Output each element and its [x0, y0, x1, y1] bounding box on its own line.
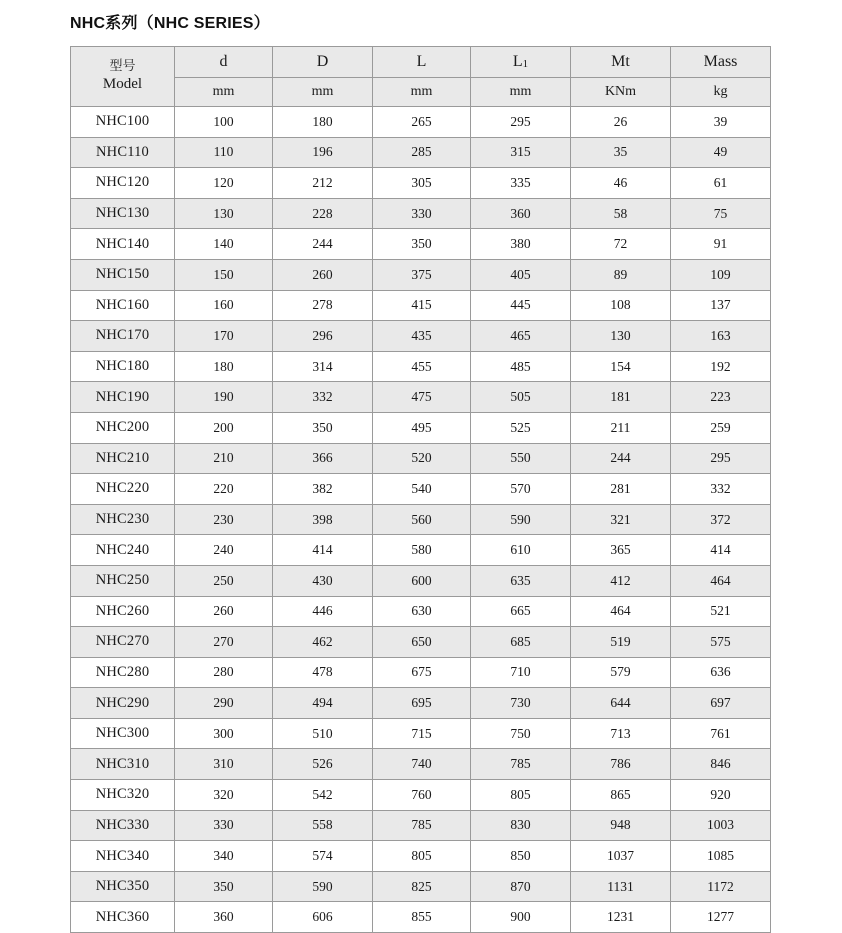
cell-d: 150	[175, 259, 273, 290]
column-unit-D: mm	[273, 78, 373, 107]
cell-Mass: 846	[671, 749, 771, 780]
cell-L: 695	[373, 688, 471, 719]
table-row	[71, 137, 771, 168]
cell-d: 360	[175, 902, 273, 933]
cell-L: 715	[373, 718, 471, 749]
table-row	[71, 168, 771, 199]
cell-D: 196	[273, 137, 373, 168]
cell-model: NHC320	[71, 780, 175, 811]
column-unit-Mass: kg	[671, 78, 771, 107]
cell-L: 495	[373, 412, 471, 443]
specification-table	[70, 46, 771, 933]
cell-L1: 805	[471, 780, 571, 811]
cell-model: NHC220	[71, 474, 175, 505]
cell-L: 415	[373, 290, 471, 321]
cell-L: 265	[373, 107, 471, 138]
cell-D: 430	[273, 565, 373, 596]
table-row	[71, 259, 771, 290]
cell-L1: 870	[471, 871, 571, 902]
table-row	[71, 657, 771, 688]
cell-L1: 665	[471, 596, 571, 627]
cell-D: 228	[273, 198, 373, 229]
cell-model: NHC300	[71, 718, 175, 749]
cell-Mass: 575	[671, 627, 771, 658]
cell-Mass: 521	[671, 596, 771, 627]
cell-model: NHC360	[71, 902, 175, 933]
cell-model: NHC170	[71, 321, 175, 352]
cell-Mt: 46	[571, 168, 671, 199]
column-header-symbol-L: L	[373, 47, 471, 78]
column-unit-L1: mm	[471, 78, 571, 107]
cell-Mt: 244	[571, 443, 671, 474]
cell-L1: 570	[471, 474, 571, 505]
cell-d: 330	[175, 810, 273, 841]
cell-d: 130	[175, 198, 273, 229]
cell-D: 494	[273, 688, 373, 719]
cell-model: NHC290	[71, 688, 175, 719]
cell-model: NHC140	[71, 229, 175, 260]
cell-model: NHC330	[71, 810, 175, 841]
cell-L: 740	[373, 749, 471, 780]
cell-D: 574	[273, 841, 373, 872]
column-header-model	[71, 47, 175, 107]
cell-Mass: 39	[671, 107, 771, 138]
column-unit-L: mm	[373, 78, 471, 107]
table-row	[71, 718, 771, 749]
cell-D: 606	[273, 902, 373, 933]
cell-D: 314	[273, 351, 373, 382]
table-row	[71, 198, 771, 229]
cell-Mass: 636	[671, 657, 771, 688]
cell-Mass: 372	[671, 504, 771, 535]
cell-Mt: 181	[571, 382, 671, 413]
cell-Mt: 89	[571, 259, 671, 290]
cell-d: 100	[175, 107, 273, 138]
cell-d: 180	[175, 351, 273, 382]
cell-L1: 830	[471, 810, 571, 841]
cell-L: 520	[373, 443, 471, 474]
cell-d: 190	[175, 382, 273, 413]
cell-L1: 405	[471, 259, 571, 290]
cell-D: 382	[273, 474, 373, 505]
cell-L1: 295	[471, 107, 571, 138]
table-row	[71, 627, 771, 658]
cell-Mt: 281	[571, 474, 671, 505]
cell-D: 526	[273, 749, 373, 780]
cell-Mt: 154	[571, 351, 671, 382]
column-header-symbol-L1: L1	[471, 47, 571, 78]
cell-L: 560	[373, 504, 471, 535]
cell-D: 478	[273, 657, 373, 688]
cell-L1: 360	[471, 198, 571, 229]
cell-Mass: 761	[671, 718, 771, 749]
cell-Mt: 321	[571, 504, 671, 535]
cell-D: 510	[273, 718, 373, 749]
cell-Mt: 464	[571, 596, 671, 627]
cell-L: 435	[373, 321, 471, 352]
cell-model: NHC230	[71, 504, 175, 535]
cell-L1: 485	[471, 351, 571, 382]
cell-model: NHC350	[71, 871, 175, 902]
cell-Mass: 109	[671, 259, 771, 290]
cell-D: 366	[273, 443, 373, 474]
cell-Mass: 163	[671, 321, 771, 352]
table-header	[71, 47, 771, 107]
cell-Mt: 72	[571, 229, 671, 260]
cell-D: 180	[273, 107, 373, 138]
table-row	[71, 474, 771, 505]
cell-L: 825	[373, 871, 471, 902]
table-row	[71, 107, 771, 138]
cell-model: NHC270	[71, 627, 175, 658]
cell-L1: 315	[471, 137, 571, 168]
cell-Mass: 414	[671, 535, 771, 566]
column-header-model-en: Model	[102, 76, 143, 93]
cell-Mass: 1277	[671, 902, 771, 933]
cell-Mt: 948	[571, 810, 671, 841]
cell-L1: 785	[471, 749, 571, 780]
cell-Mass: 464	[671, 565, 771, 596]
cell-L: 285	[373, 137, 471, 168]
column-header-model-cn: 型号	[109, 59, 136, 74]
cell-Mass: 1172	[671, 871, 771, 902]
cell-D: 558	[273, 810, 373, 841]
cell-L1: 525	[471, 412, 571, 443]
cell-L: 785	[373, 810, 471, 841]
cell-D: 590	[273, 871, 373, 902]
cell-Mass: 137	[671, 290, 771, 321]
cell-Mass: 1003	[671, 810, 771, 841]
table-row	[71, 321, 771, 352]
cell-model: NHC120	[71, 168, 175, 199]
cell-d: 290	[175, 688, 273, 719]
page-title: NHC系列（NHC SERIES）	[70, 15, 270, 32]
cell-model: NHC210	[71, 443, 175, 474]
cell-d: 110	[175, 137, 273, 168]
cell-L: 540	[373, 474, 471, 505]
cell-D: 398	[273, 504, 373, 535]
cell-Mass: 920	[671, 780, 771, 811]
cell-d: 320	[175, 780, 273, 811]
header-row-symbols	[71, 47, 771, 78]
cell-L1: 335	[471, 168, 571, 199]
cell-d: 160	[175, 290, 273, 321]
cell-Mass: 223	[671, 382, 771, 413]
cell-d: 300	[175, 718, 273, 749]
cell-L: 580	[373, 535, 471, 566]
cell-Mt: 108	[571, 290, 671, 321]
cell-D: 278	[273, 290, 373, 321]
cell-model: NHC250	[71, 565, 175, 596]
table-row	[71, 535, 771, 566]
cell-L: 475	[373, 382, 471, 413]
cell-model: NHC260	[71, 596, 175, 627]
table-row	[71, 749, 771, 780]
table-row	[71, 351, 771, 382]
cell-L: 630	[373, 596, 471, 627]
cell-L1: 730	[471, 688, 571, 719]
cell-d: 240	[175, 535, 273, 566]
cell-model: NHC110	[71, 137, 175, 168]
cell-model: NHC280	[71, 657, 175, 688]
table-row	[71, 871, 771, 902]
cell-model: NHC190	[71, 382, 175, 413]
cell-L: 375	[373, 259, 471, 290]
cell-L1: 465	[471, 321, 571, 352]
cell-L1: 505	[471, 382, 571, 413]
cell-Mt: 35	[571, 137, 671, 168]
cell-d: 260	[175, 596, 273, 627]
cell-L1: 685	[471, 627, 571, 658]
cell-D: 350	[273, 412, 373, 443]
cell-Mass: 259	[671, 412, 771, 443]
table-row	[71, 841, 771, 872]
cell-Mass: 332	[671, 474, 771, 505]
cell-d: 120	[175, 168, 273, 199]
cell-Mt: 579	[571, 657, 671, 688]
cell-model: NHC130	[71, 198, 175, 229]
table-row	[71, 290, 771, 321]
column-unit-d: mm	[175, 78, 273, 107]
cell-d: 340	[175, 841, 273, 872]
cell-L: 650	[373, 627, 471, 658]
cell-D: 260	[273, 259, 373, 290]
cell-d: 270	[175, 627, 273, 658]
cell-L: 305	[373, 168, 471, 199]
table-row	[71, 382, 771, 413]
cell-L1: 590	[471, 504, 571, 535]
cell-L1: 710	[471, 657, 571, 688]
cell-model: NHC150	[71, 259, 175, 290]
column-header-symbol-Mt: Mt	[571, 47, 671, 78]
cell-Mt: 644	[571, 688, 671, 719]
cell-L1: 750	[471, 718, 571, 749]
cell-Mass: 91	[671, 229, 771, 260]
table-row	[71, 902, 771, 933]
column-header-symbol-D: D	[273, 47, 373, 78]
cell-L: 760	[373, 780, 471, 811]
cell-model: NHC180	[71, 351, 175, 382]
table-row	[71, 688, 771, 719]
cell-Mass: 1085	[671, 841, 771, 872]
table-row	[71, 412, 771, 443]
cell-L1: 850	[471, 841, 571, 872]
cell-L: 350	[373, 229, 471, 260]
cell-d: 280	[175, 657, 273, 688]
cell-model: NHC340	[71, 841, 175, 872]
cell-d: 230	[175, 504, 273, 535]
cell-L1: 635	[471, 565, 571, 596]
cell-Mt: 519	[571, 627, 671, 658]
cell-Mt: 713	[571, 718, 671, 749]
cell-L1: 610	[471, 535, 571, 566]
cell-D: 462	[273, 627, 373, 658]
cell-d: 140	[175, 229, 273, 260]
cell-Mass: 295	[671, 443, 771, 474]
cell-Mass: 75	[671, 198, 771, 229]
cell-Mt: 211	[571, 412, 671, 443]
cell-L: 855	[373, 902, 471, 933]
cell-Mt: 786	[571, 749, 671, 780]
column-header-symbol-d: d	[175, 47, 273, 78]
table-row	[71, 229, 771, 260]
cell-Mt: 865	[571, 780, 671, 811]
cell-d: 170	[175, 321, 273, 352]
cell-Mt: 1131	[571, 871, 671, 902]
cell-d: 250	[175, 565, 273, 596]
cell-Mt: 26	[571, 107, 671, 138]
cell-d: 200	[175, 412, 273, 443]
cell-d: 220	[175, 474, 273, 505]
cell-d: 310	[175, 749, 273, 780]
cell-D: 244	[273, 229, 373, 260]
table-row	[71, 780, 771, 811]
cell-Mt: 1037	[571, 841, 671, 872]
cell-D: 332	[273, 382, 373, 413]
cell-D: 212	[273, 168, 373, 199]
cell-D: 542	[273, 780, 373, 811]
cell-D: 446	[273, 596, 373, 627]
cell-Mt: 1231	[571, 902, 671, 933]
table-row	[71, 565, 771, 596]
cell-L: 600	[373, 565, 471, 596]
cell-Mass: 61	[671, 168, 771, 199]
table-row	[71, 504, 771, 535]
table-body	[71, 107, 771, 933]
table-row	[71, 810, 771, 841]
cell-model: NHC100	[71, 107, 175, 138]
cell-Mass: 49	[671, 137, 771, 168]
cell-Mass: 697	[671, 688, 771, 719]
cell-L: 455	[373, 351, 471, 382]
cell-L: 675	[373, 657, 471, 688]
cell-Mt: 412	[571, 565, 671, 596]
cell-model: NHC310	[71, 749, 175, 780]
cell-Mt: 130	[571, 321, 671, 352]
cell-L: 805	[373, 841, 471, 872]
cell-D: 296	[273, 321, 373, 352]
cell-model: NHC200	[71, 412, 175, 443]
cell-D: 414	[273, 535, 373, 566]
cell-Mass: 192	[671, 351, 771, 382]
table-row	[71, 596, 771, 627]
cell-L1: 900	[471, 902, 571, 933]
cell-L1: 380	[471, 229, 571, 260]
table-row	[71, 443, 771, 474]
cell-L: 330	[373, 198, 471, 229]
column-unit-Mt: KNm	[571, 78, 671, 107]
cell-L1: 445	[471, 290, 571, 321]
cell-Mt: 365	[571, 535, 671, 566]
header-row-units	[71, 78, 771, 107]
cell-L1: 550	[471, 443, 571, 474]
cell-model: NHC240	[71, 535, 175, 566]
cell-Mt: 58	[571, 198, 671, 229]
column-header-symbol-Mass: Mass	[671, 47, 771, 78]
cell-d: 210	[175, 443, 273, 474]
cell-d: 350	[175, 871, 273, 902]
cell-model: NHC160	[71, 290, 175, 321]
